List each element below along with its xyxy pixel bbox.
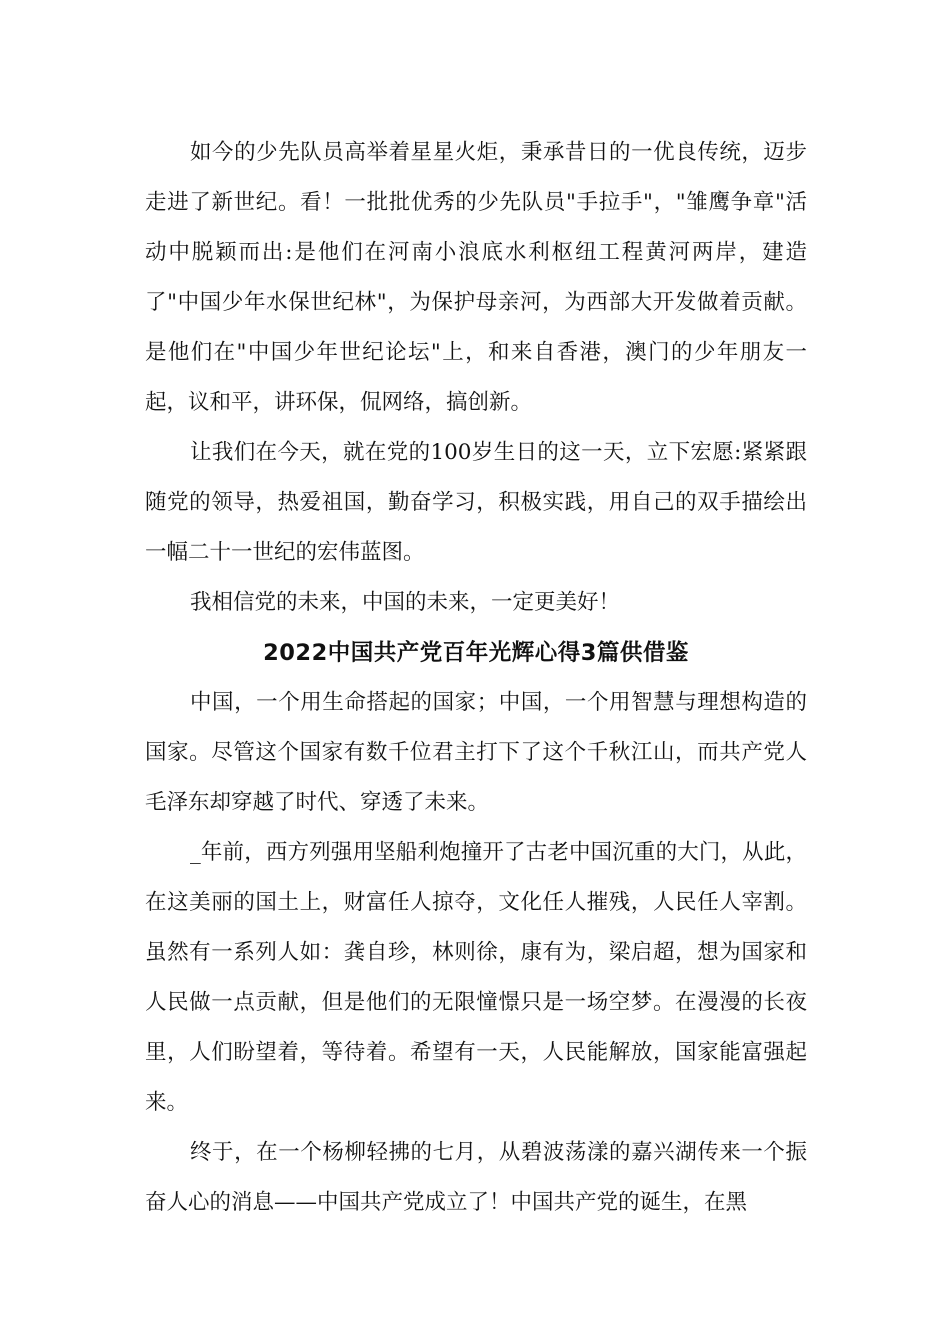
paragraph-young-pioneers: 如今的少先队员高举着星星火炬，秉承昔日的一优良传统，迈步走进了新世纪。看！一批批优秀的少先队员"手拉手"，"雏鹰争章"活动中脱颖而出:是他们在河南小浪底水利枢纽工程黄河两岸，建造了"中国少年水保世纪林"，为保护母亲河，为西部大开发做着贡献。是他们在"中国少年世纪论坛"上，和来自香港，澳门的少年朋友一起，议和平，讲环保，侃网络，搞创新。 bbox=[145, 140, 807, 415]
article-title: 2022中国共产党百年光辉心得3篇供借鉴 bbox=[263, 640, 689, 666]
paragraph-china: 中国，一个用生命搭起的国家；中国，一个用智慧与理想构造的国家。尽管这个国家有数千位君主打下了这个千秋江山，而共产党人毛泽东却穿越了时代、穿透了未来。 bbox=[145, 690, 807, 815]
paragraph-history: _年前，西方列强用坚船利炮撞开了古老中国沉重的大门，从此，在这美丽的国土上，财富任人掠夺，文化任人摧残，人民任人宰割。虽然有一系列人如：龚自珍，林则徐，康有为，梁启超，想为国家和人民做一点贡献，但是他们的无限憧憬只是一场空梦。在漫漫的长夜里，人们盼望着，等待着。希望有一天，人民能解放，国家能富强起来。 bbox=[145, 840, 807, 1115]
paragraph-founding: 终于，在一个杨柳轻拂的七月，从碧波荡漾的嘉兴湖传来一个振奋人心的消息——中国共产党成立了！中国共产党的诞生，在黑 bbox=[145, 1140, 807, 1215]
paragraph-belief: 我相信党的未来，中国的未来，一定更美好！ bbox=[190, 590, 621, 615]
document-body bbox=[145, 128, 807, 1228]
paragraph-vow: 让我们在今天，就在党的100岁生日的这一天，立下宏愿:紧紧跟随党的领导，热爱祖国，勤奋学习，积极实践，用自己的双手描绘出一幅二十一世纪的宏伟蓝图。 bbox=[145, 440, 807, 565]
